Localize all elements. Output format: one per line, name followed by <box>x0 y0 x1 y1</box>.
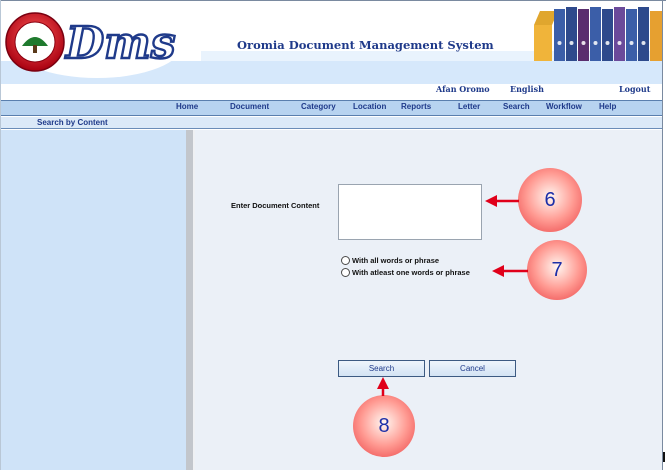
callout-7: 7 <box>527 240 587 300</box>
menu-search[interactable]: Search <box>503 102 530 111</box>
dms-logo <box>2 2 192 85</box>
frame-right-border <box>662 0 663 470</box>
site-title: Oromia Document Management System <box>237 38 494 52</box>
menu-category[interactable]: Category <box>301 102 336 111</box>
radio-all-words-label: With all words or phrase <box>352 255 440 265</box>
left-sidebar <box>1 130 186 470</box>
cancel-button[interactable]: Cancel <box>429 360 516 377</box>
lang-english-link[interactable]: English <box>510 84 544 94</box>
radio-all-words-circle[interactable] <box>341 256 350 265</box>
menu-location[interactable]: Location <box>353 102 387 111</box>
language-bar <box>1 84 662 100</box>
document-content-label: Enter Document Content <box>231 201 320 210</box>
radio-any-words-circle[interactable] <box>341 268 350 277</box>
menu-reports[interactable]: Reports <box>401 102 432 111</box>
callout-6: 6 <box>518 168 582 232</box>
radio-any-words[interactable] <box>341 267 470 277</box>
text-cursor <box>663 452 665 462</box>
menu-document[interactable]: Document <box>230 102 270 111</box>
sidebar-divider <box>186 130 193 470</box>
menu-workflow[interactable]: Workflow <box>546 102 582 111</box>
menu-home[interactable]: Home <box>176 102 199 111</box>
radio-all-words[interactable] <box>341 255 439 265</box>
search-button[interactable]: Search <box>338 360 425 377</box>
header <box>1 1 662 85</box>
menu-help[interactable]: Help <box>599 102 617 111</box>
submenu-search-by-content[interactable]: Search by Content <box>37 118 108 127</box>
lang-afan-oromo-link[interactable]: Afan Oromo <box>436 84 490 94</box>
menu-letter[interactable]: Letter <box>458 102 481 111</box>
sub-menu-bar <box>1 117 662 129</box>
callout-8: 8 <box>353 395 415 457</box>
main-menu <box>1 100 662 116</box>
document-content-input[interactable] <box>338 184 482 240</box>
logout-link[interactable]: Logout <box>619 84 651 94</box>
radio-any-words-label: With atleast one words or phrase <box>352 267 470 277</box>
content-area <box>195 130 662 470</box>
logo-text: Dms <box>66 18 176 69</box>
binders-illustration <box>534 3 662 63</box>
